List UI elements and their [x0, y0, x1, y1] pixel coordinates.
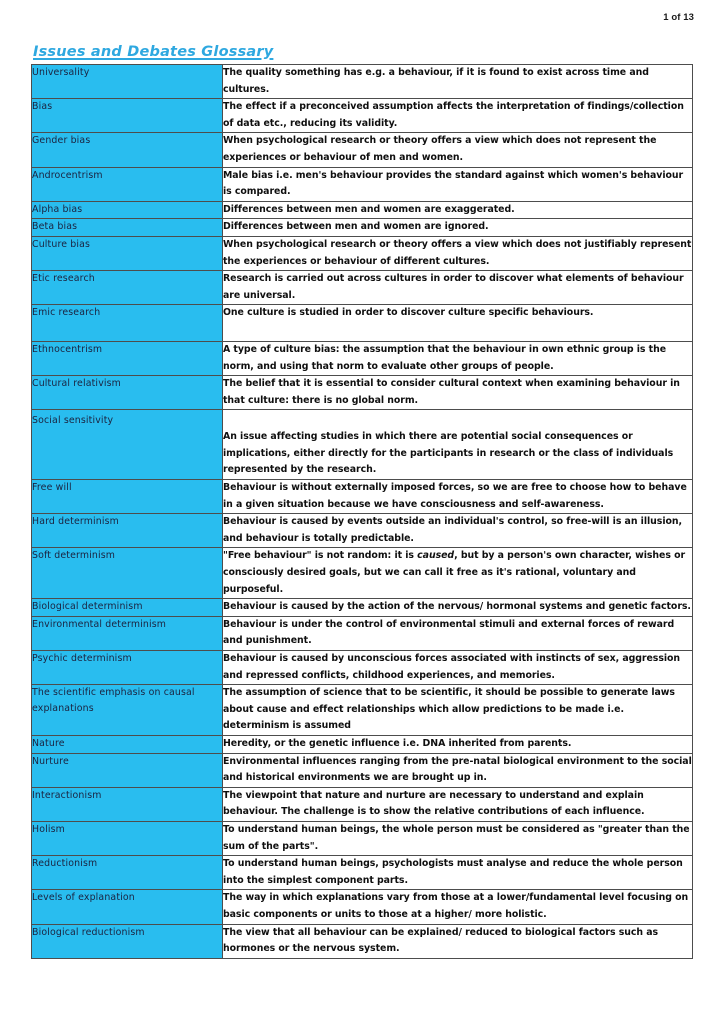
glossary-term-cell: Beta bias	[32, 219, 223, 237]
glossary-definition-cell: The effect if a preconceived assumption affects the interpretation of findings/collection of data etc., reducing its validity.	[223, 99, 693, 133]
glossary-row	[32, 616, 693, 650]
glossary-definition-cell: Behaviour is caused by unconscious forces associated with instincts of sex, aggression and repressed conflicts, childhood experiences, and memories.	[223, 651, 693, 685]
glossary-term-cell: Holism	[32, 821, 223, 855]
glossary-row	[32, 924, 693, 958]
glossary-definition-cell: The belief that it is essential to consider cultural context when examining behaviour in that culture: there is no global norm.	[223, 376, 693, 410]
glossary-row	[32, 305, 693, 342]
glossary-definition-cell: The view that all behaviour can be explained/ reduced to biological factors such as hormones or the nervous system.	[223, 924, 693, 958]
glossary-row	[32, 99, 693, 133]
page-indicator: 1 of 13	[663, 12, 694, 23]
glossary-definition-cell: An issue affecting studies in which there are potential social consequences or implications, either directly for the participants in research or the class of individuals represented by the research.	[223, 410, 693, 480]
glossary-row	[32, 271, 693, 305]
glossary-row	[32, 201, 693, 219]
glossary-term-cell: Cultural relativism	[32, 376, 223, 410]
glossary-table	[31, 64, 693, 959]
glossary-definition-cell: To understand human beings, the whole person must be considered as "greater than the sum of the parts".	[223, 821, 693, 855]
glossary-definition-cell: The way in which explanations vary from those at a lower/fundamental level focusing on basic components or units to those at a higher/ more holistic.	[223, 890, 693, 924]
glossary-row	[32, 548, 693, 599]
glossary-term-cell: Hard determinism	[32, 514, 223, 548]
glossary-row	[32, 787, 693, 821]
glossary-definition-cell: When psychological research or theory offers a view which does not represent the experiences or behaviour of men and women.	[223, 133, 693, 167]
glossary-term-cell: Nature	[32, 735, 223, 753]
glossary-definition-cell: The quality something has e.g. a behaviour, if it is found to exist across time and cultures.	[223, 65, 693, 99]
glossary-definition-cell: Behaviour is caused by events outside an individual's control, so free-will is an illusion, and behaviour is totally predictable.	[223, 514, 693, 548]
glossary-row	[32, 856, 693, 890]
glossary-term-cell: Psychic determinism	[32, 651, 223, 685]
glossary-definition-cell: The assumption of science that to be scientific, it should be possible to generate laws about cause and effect relationships which allow predictions to be made i.e. determinism is assumed	[223, 685, 693, 736]
glossary-row	[32, 753, 693, 787]
glossary-row	[32, 599, 693, 617]
glossary-row	[32, 219, 693, 237]
glossary-definition-cell: Research is carried out across cultures in order to discover what elements of behaviour are universal.	[223, 271, 693, 305]
glossary-row	[32, 410, 693, 480]
glossary-term-cell: Levels of explanation	[32, 890, 223, 924]
glossary-term-cell: Free will	[32, 480, 223, 514]
glossary-term-cell: Etic research	[32, 271, 223, 305]
glossary-term-cell: Universality	[32, 65, 223, 99]
glossary-term-cell: The scientific emphasis on causal explanations	[32, 685, 223, 736]
glossary-row	[32, 167, 693, 201]
glossary-row	[32, 685, 693, 736]
glossary-term-cell: Androcentrism	[32, 167, 223, 201]
glossary-term-cell: Biological reductionism	[32, 924, 223, 958]
glossary-row	[32, 514, 693, 548]
glossary-row	[32, 341, 693, 375]
glossary-term-cell: Alpha bias	[32, 201, 223, 219]
glossary-term-cell: Social sensitivity	[32, 410, 223, 480]
glossary-term-cell: Ethnocentrism	[32, 341, 223, 375]
glossary-definition-cell: A type of culture bias: the assumption that the behaviour in own ethnic group is the norm, and using that norm to evaluate other groups of people.	[223, 341, 693, 375]
glossary-definition-cell: One culture is studied in order to discover culture specific behaviours.	[223, 305, 693, 342]
glossary-definition-cell: Behaviour is under the control of environmental stimuli and external forces of reward and punishment.	[223, 616, 693, 650]
glossary-definition-cell: Environmental influences ranging from the pre-natal biological environment to the social and historical environments we are brought up in.	[223, 753, 693, 787]
glossary-row	[32, 821, 693, 855]
glossary-term-cell: Culture bias	[32, 236, 223, 270]
glossary-term-cell: Reductionism	[32, 856, 223, 890]
glossary-row	[32, 236, 693, 270]
glossary-term-cell: Bias	[32, 99, 223, 133]
glossary-row	[32, 376, 693, 410]
glossary-definition-cell: Behaviour is without externally imposed forces, so we are free to choose how to behave in a given situation because we have consciousness and self-awareness.	[223, 480, 693, 514]
page-title: Issues and Debates Glossary	[33, 44, 274, 60]
glossary-row	[32, 480, 693, 514]
glossary-term-cell: Biological determinism	[32, 599, 223, 617]
glossary-row	[32, 890, 693, 924]
glossary-definition-cell: To understand human beings, psychologists must analyse and reduce the whole person into the simplest component parts.	[223, 856, 693, 890]
glossary-definition-cell: Differences between men and women are exaggerated.	[223, 201, 693, 219]
glossary-definition-cell: The viewpoint that nature and nurture are necessary to understand and explain behaviour. The challenge is to show the relative contributions of each influence.	[223, 787, 693, 821]
glossary-row	[32, 133, 693, 167]
glossary-definition-cell: "Free behaviour" is not random: it is caused, but by a person's own character, wishes or consciously desired goals, but we can call it free as it's rational, voluntary and purposeful.	[223, 548, 693, 599]
glossary-row	[32, 735, 693, 753]
glossary-term-cell: Interactionism	[32, 787, 223, 821]
glossary-term-cell: Nurture	[32, 753, 223, 787]
glossary-term-cell: Soft determinism	[32, 548, 223, 599]
glossary-term-cell: Gender bias	[32, 133, 223, 167]
glossary-definition-cell: Behaviour is caused by the action of the nervous/ hormonal systems and genetic factors.	[223, 599, 693, 617]
glossary-term-cell: Emic research	[32, 305, 223, 342]
glossary-definition-cell: When psychological research or theory offers a view which does not justifiably represent the experiences or behaviour of different cultures.	[223, 236, 693, 270]
glossary-row	[32, 65, 693, 99]
glossary-term-cell: Environmental determinism	[32, 616, 223, 650]
glossary-definition-cell: Differences between men and women are ignored.	[223, 219, 693, 237]
glossary-row	[32, 651, 693, 685]
glossary-definition-cell: Heredity, or the genetic influence i.e. DNA inherited from parents.	[223, 735, 693, 753]
glossary-table-wrapper	[31, 64, 692, 959]
glossary-definition-cell: Male bias i.e. men's behaviour provides the standard against which women's behaviour is compared.	[223, 167, 693, 201]
glossary-table-body	[32, 65, 693, 959]
